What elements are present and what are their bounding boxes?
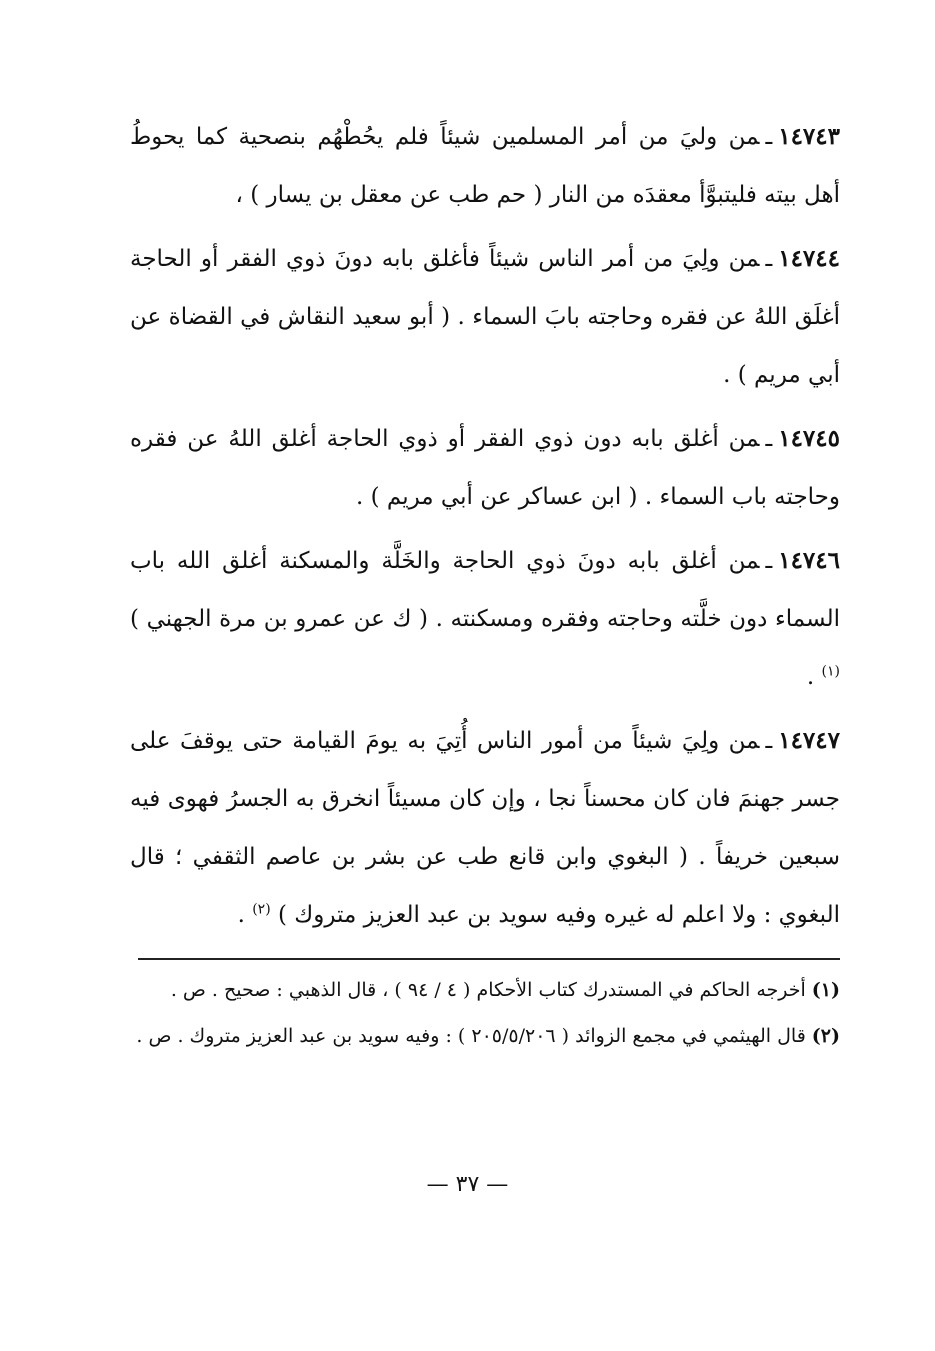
hadith-text: من ولِيَ من أمر الناس شيئاً فأغلق بابه دونَ ذوي الفقر أو الحاجة أغلَق اللهُ عن فقره وحاجته بابَ السماء . ( أبو سعيد النقاش في القضاة عن أبي مريم ) .	[130, 246, 840, 388]
hadith-14744	[130, 230, 840, 404]
footnote-mark: (٢)	[811, 1025, 840, 1047]
hadith-14743	[130, 108, 840, 224]
hadith-text: من ولِيَ شيئاً من أمور الناس أُتِيَ به يومَ القيامة حتى يوقفَ على جسر جهنمَ فان كان محسناً نجا ، وإن كان مسيئاً انخرق به الجسرُ فهوى فيه سبعين خريفاً . ( البغوي وابن قانع طب عن بشر بن عاصم الثقفي ؛ قال البغوي : ولا اعلم له غيره وفيه سويد بن عبد العزيز متروك )	[130, 728, 840, 928]
footnote-mark: (١)	[811, 979, 840, 1001]
hadith-text: من وليَ من أمر المسلمين شيئاً فلم يحُطْهُم بنصحية كما يحوطُ أهل بيته فليتبوَّأ معقدَه من النار ( حم طب عن معقل بن يسار ) ،	[130, 124, 840, 208]
hadith-tail: .	[806, 664, 822, 690]
footnote-2	[130, 1016, 840, 1056]
hadith-number: ١٤٧٤٥	[778, 425, 840, 452]
hadith-separator: ـ	[765, 426, 773, 452]
hadith-text: من أغلق بابه دون ذوي الفقر أو ذوي الحاجة أغلق اللهُ عن فقره وحاجته باب السماء . ( ابن عساكر عن أبي مريم ) .	[130, 426, 840, 510]
hadith-separator: ـ	[765, 548, 773, 574]
footnote-text: قال الهيثمي في مجمع الزوائد ( ٢٠٥/٥/٢٠٦ ) : وفيه سويد بن عبد العزيز متروك . ص .	[136, 1025, 806, 1047]
hadith-number: ١٤٧٤٣	[778, 123, 840, 150]
hadith-14747	[130, 712, 840, 944]
hadith-separator: ـ	[765, 728, 773, 754]
hadith-number: ١٤٧٤٤	[778, 245, 840, 272]
page-body	[130, 108, 840, 1062]
hadith-number: ١٤٧٤٧	[778, 727, 840, 754]
hadith-tail: .	[237, 902, 253, 928]
footnotes	[130, 970, 840, 1056]
page-number: — ٣٧ —	[426, 1172, 509, 1197]
hadith-number: ١٤٧٤٦	[778, 547, 840, 574]
hadith-separator: ـ	[765, 246, 773, 272]
hadith-14746	[130, 532, 840, 706]
footnote-ref-2[interactable]: (٢)	[252, 901, 271, 918]
hadith-14745	[130, 410, 840, 526]
footnote-1	[130, 970, 840, 1010]
footnote-divider	[138, 958, 840, 960]
footnote-text: أخرجه الحاكم في المستدرك كتاب الأحكام ( ٤ / ٩٤ ) ، قال الذهبي : صحيح . ص .	[170, 979, 806, 1001]
hadith-text: من أغلق بابه دونَ ذوي الحاجة والخَلَّة والمسكنة أغلق الله باب السماء دون خلَّته وحاجته وفقره ومسكنته . ( ك عن عمرو بن مرة الجهني )	[130, 548, 840, 632]
footnote-ref-1[interactable]: (١)	[821, 663, 840, 680]
hadith-separator: ـ	[765, 124, 773, 150]
